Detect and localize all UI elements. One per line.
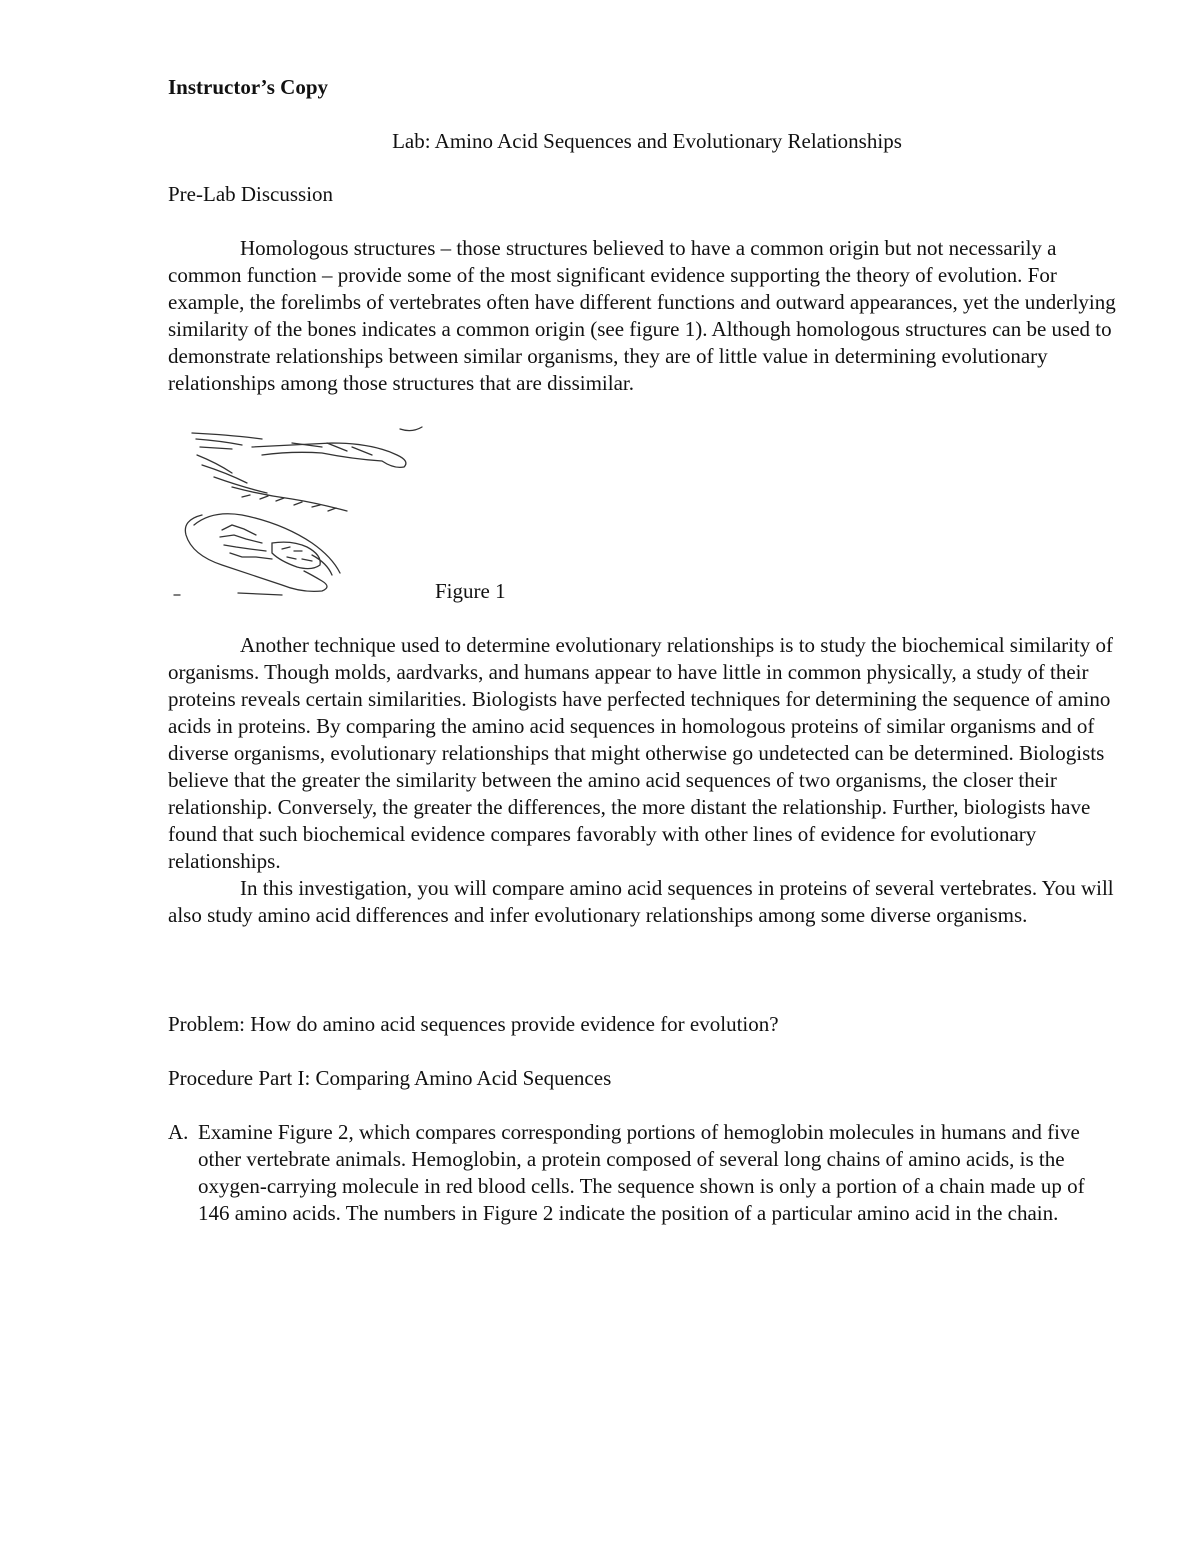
step-text: Examine Figure 2, which compares corresponding portions of hemoglobin molecules in humans and five other vertebrate animals. Hemoglobin, a protein composed of several long chains of amino acids, is the oxygen-carrying molecule in red blood cells. The sequence shown is only a portion of a chain made up of 146 amino acids. The numbers in Figure 2 indicate the position of a particular amino acid in the chain. <box>198 1120 1085 1225</box>
procedure-step <box>168 1119 1118 1227</box>
paragraph-investigation: In this investigation, you will compare amino acid sequences in proteins of several vertebrates. You will also study amino acid differences and infer evolutionary relationships among some diverse organisms. <box>168 876 1114 927</box>
procedure-heading: Procedure Part I: Comparing Amino Acid Sequences <box>168 1066 612 1090</box>
step-letter: A. <box>168 1120 189 1144</box>
paragraph-biochemical-similarity: Another technique used to determine evolutionary relationships is to study the biochemical similarity of organisms. Though molds, aardvarks, and humans appear to have little in common physically, a study of their proteins reveals certain similarities. Biologists have perfected techniques for determining the sequence of amino acids in proteins. By comparing the amino acid sequences in homologous proteins of similar organisms and of diverse organisms, evolutionary relationships that might otherwise go undetected can be determined. Biologists believe that the greater the similarity between the amino acid sequences of two organisms, the closer their relationship. Conversely, the greater the differences, the more distant the relationship. Further, biologists have found that such biochemical evidence compares favorably with other lines of evidence for evolutionary relationships. <box>168 633 1114 873</box>
pre-lab-heading: Pre-Lab Discussion <box>168 182 334 206</box>
problem-statement: Problem: How do amino acid sequences provide evidence for evolution? <box>168 1012 779 1036</box>
figure-caption: Figure 1 <box>435 579 506 603</box>
paragraph-homologous-structures: Homologous structures – those structures believed to have a common origin but not necessarily a common function – provide some of the most significant evidence supporting the theory of evolution. For example, the forelimbs of vertebrates often have different functions and outward appearances, yet the underlying similarity of the bones indicates a common origin (see figure 1). Although homologous structures can be used to demonstrate relationships between similar organisms, they are of little value in determining evolutionary relationships among those structures that are dissimilar. <box>168 236 1116 395</box>
instructors-copy-label: Instructor’s Copy <box>168 75 329 99</box>
forelimb-sketch-icon <box>172 425 442 600</box>
biochemical-section <box>168 632 1118 929</box>
lab-title: Lab: Amino Acid Sequences and Evolutionary Relationships <box>392 129 902 153</box>
